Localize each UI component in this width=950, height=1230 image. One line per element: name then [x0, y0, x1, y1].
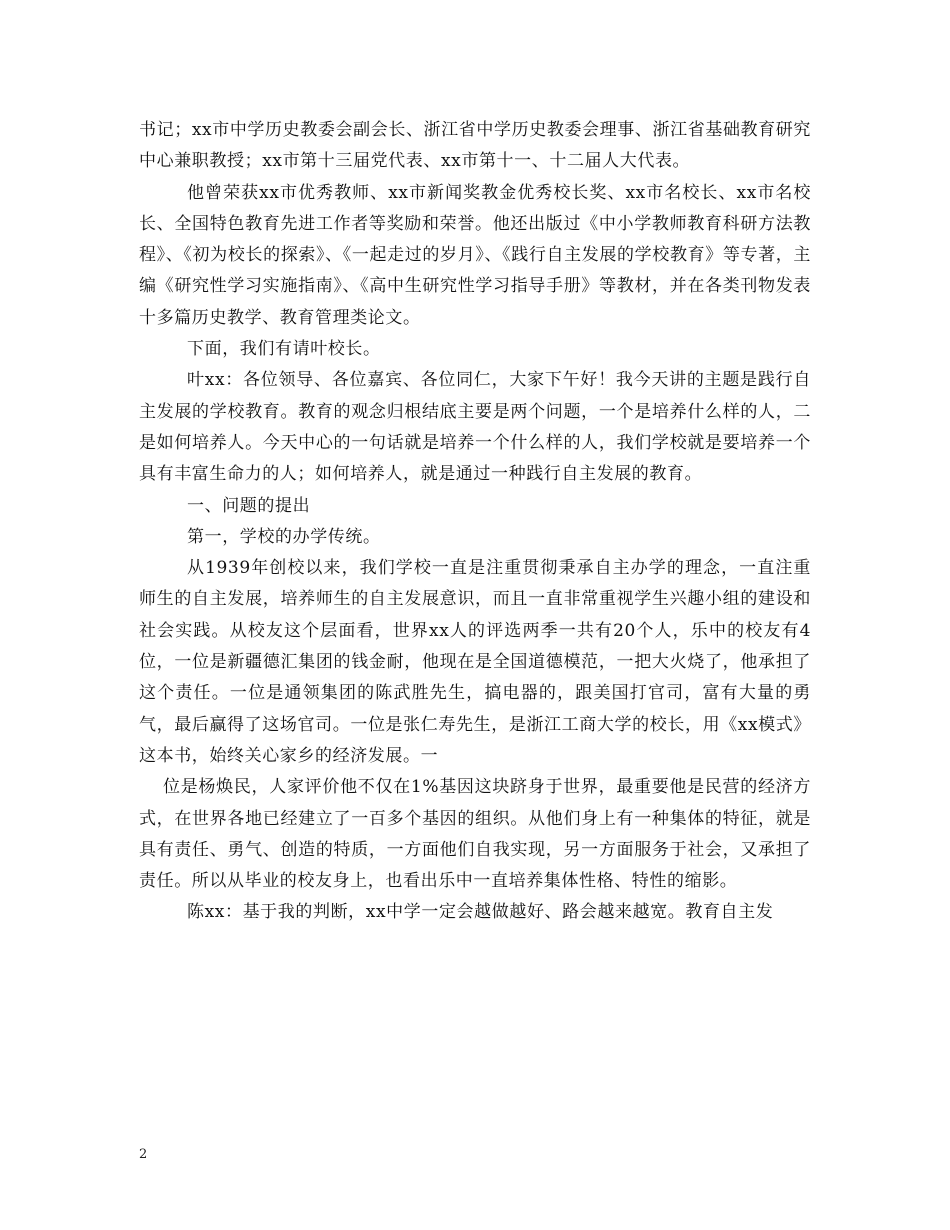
paragraph-school-tradition: 从1939年创校以来，我们学校一直是注重贯彻秉承自主办学的理念，一直注重师生的自主发展，培养师生的自主发展意识，而且一直非常重视学生兴趣小组的建设和社会实践。从校友这个层面看，世界xx人的评选两季一共有20个人，乐中的校友有4位，一位是新疆德汇集团的钱金耐，他现在是全国道德模范，一把大火烧了，他承担了这个责任。一位是通领集团的陈武胜先生，搞电器的，跟美国打官司，富有大量的勇气，最后赢得了这场官司。一位是张仁寿先生，是浙江工商大学的校长，用《xx模式》这本书，始终关心家乡的经济发展。一: [139, 558, 811, 766]
page-number: 2: [139, 1147, 148, 1162]
paragraph-honors: 他曾荣获xx市优秀教师、xx市新闻奖教金优秀校长奖、xx市名校长、xx市名校长、全国特色教育先进工作者等奖励和荣誉。他还出版过《中小学教师教育科研方法教程》、《初为校长的探索》、《一起走过的岁月》、《践行自主发展的学校教育》等专著，主编《研究性学习实施指南》、《高中生研究性学习指导手册》等教材，并在各类刊物发表十多篇历史教学、教育管理类论文。: [139, 182, 811, 328]
paragraph-alumni: 位是杨焕民，人家评价他不仅在1%基因这块跻身于世界，最重要他是民营的经济方式，在世界各地已经建立了一百多个基因的组织。从他们身上有一种集体的特征，就是具有责任、勇气、创造的特质，一方面他们自我实现，另一方面服务于社会，又承担了责任。所以从毕业的校友身上，也看出乐中一直培养集体性格、特性的缩影。: [139, 777, 811, 892]
paragraph-speech-opening: 叶xx：各位领导、各位嘉宾、各位同仁，大家下午好！我今天讲的主题是践行自主发展的学校教育。教育的观念归根结底主要是两个问题，一个是培养什么样的人，二是如何培养人。今天中心的一句话就是培养一个什么样的人，我们学校就是要培养一个具有丰富生命力的人；如何培养人，就是通过一种践行自主发展的教育。: [139, 370, 811, 485]
paragraph-continuation: 书记；xx市中学历史教委会副会长、浙江省中学历史教委会理事、浙江省基础教育研究中心兼职教授；xx市第十三届党代表、xx市第十一、十二届人大代表。: [139, 120, 811, 172]
subsection-heading: 第一，学校的办学传统。: [187, 526, 381, 547]
section-heading: 一、问题的提出: [187, 495, 311, 516]
paragraph-invitation: 下面，我们有请叶校长。: [187, 339, 381, 360]
document-body: [139, 115, 811, 929]
paragraph-judgement: 陈xx：基于我的判断，xx中学一定会越做越好、路会越来越宽。教育自主发: [187, 902, 774, 923]
